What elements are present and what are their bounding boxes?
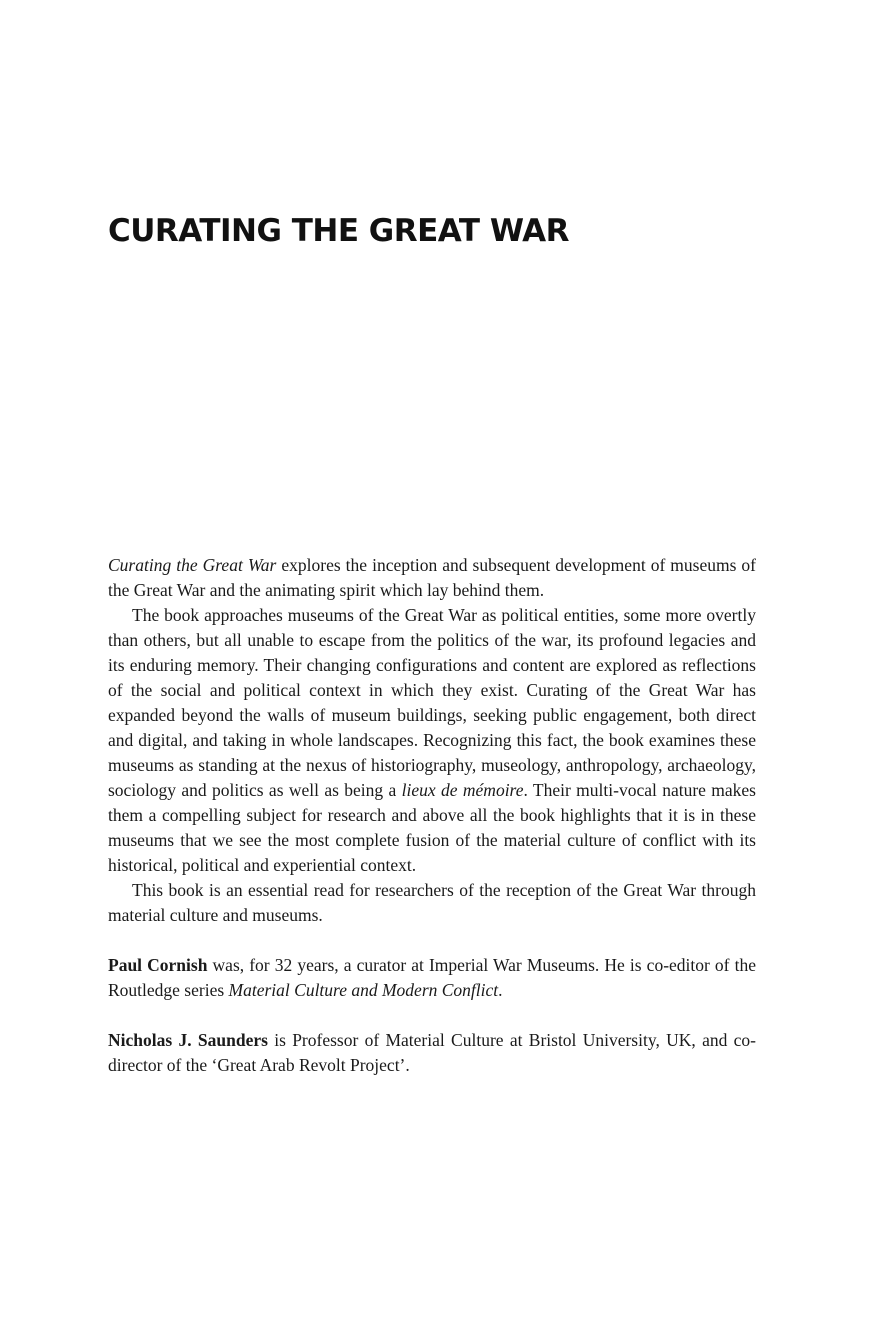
author-name: Nicholas J. Saunders	[108, 1030, 268, 1050]
author-bio-1	[108, 953, 756, 1003]
bio-text: .	[498, 980, 503, 1000]
paragraph-text: The book approaches museums of the Great War as political entities, some more overtly than others, but all unable to escape from the politics of the war, its profound legacies and its enduring memory. Their changing configurations and content are explored as reflections of the social and political context in which they exist. Curating of the Great War has expanded beyond the walls of museum buildings, seeking public engagement, both direct and digital, and taking in whole landscapes. Recognizing this fact, the book examines these museums as standing at the nexus of historiography, museology, anthropology, archaeology, sociology and politics as well as being a	[108, 605, 756, 800]
bio-text: was, for 32 years, a curator at Imperial War Museums. He is co-editor of the Routledge series	[108, 955, 756, 1000]
paragraph-text: explores the inception and subsequent development of museums of the Great War and the animating spirit which lay behind them.	[108, 555, 756, 600]
italic-phrase: lieux de mémoire	[401, 780, 524, 800]
description-paragraph-2	[108, 603, 756, 878]
book-description	[108, 553, 756, 1078]
book-title-italic: Curating the Great War	[108, 555, 277, 575]
paragraph-text: This book is an essential read for researchers of the reception of the Great War through material culture and museums.	[108, 880, 756, 925]
series-title-italic: Material Culture and Modern Conflict	[228, 980, 499, 1000]
author-name: Paul Cornish	[108, 955, 208, 975]
description-paragraph-3	[108, 878, 756, 928]
description-paragraph-1	[108, 553, 756, 603]
author-bio-2	[108, 1028, 756, 1078]
page-title: CURATING THE GREAT WAR	[108, 213, 569, 249]
paragraph-text: . Their multi-vocal nature makes them a compelling subject for research and above all the book highlights that it is in these museums that we see the most complete fusion of the material culture of conflict with its historical, political and experiential context.	[108, 780, 756, 875]
bio-text: is Professor of Material Culture at Bristol University, UK, and co-director of the ‘Great Arab Revolt Project’.	[108, 1030, 756, 1075]
